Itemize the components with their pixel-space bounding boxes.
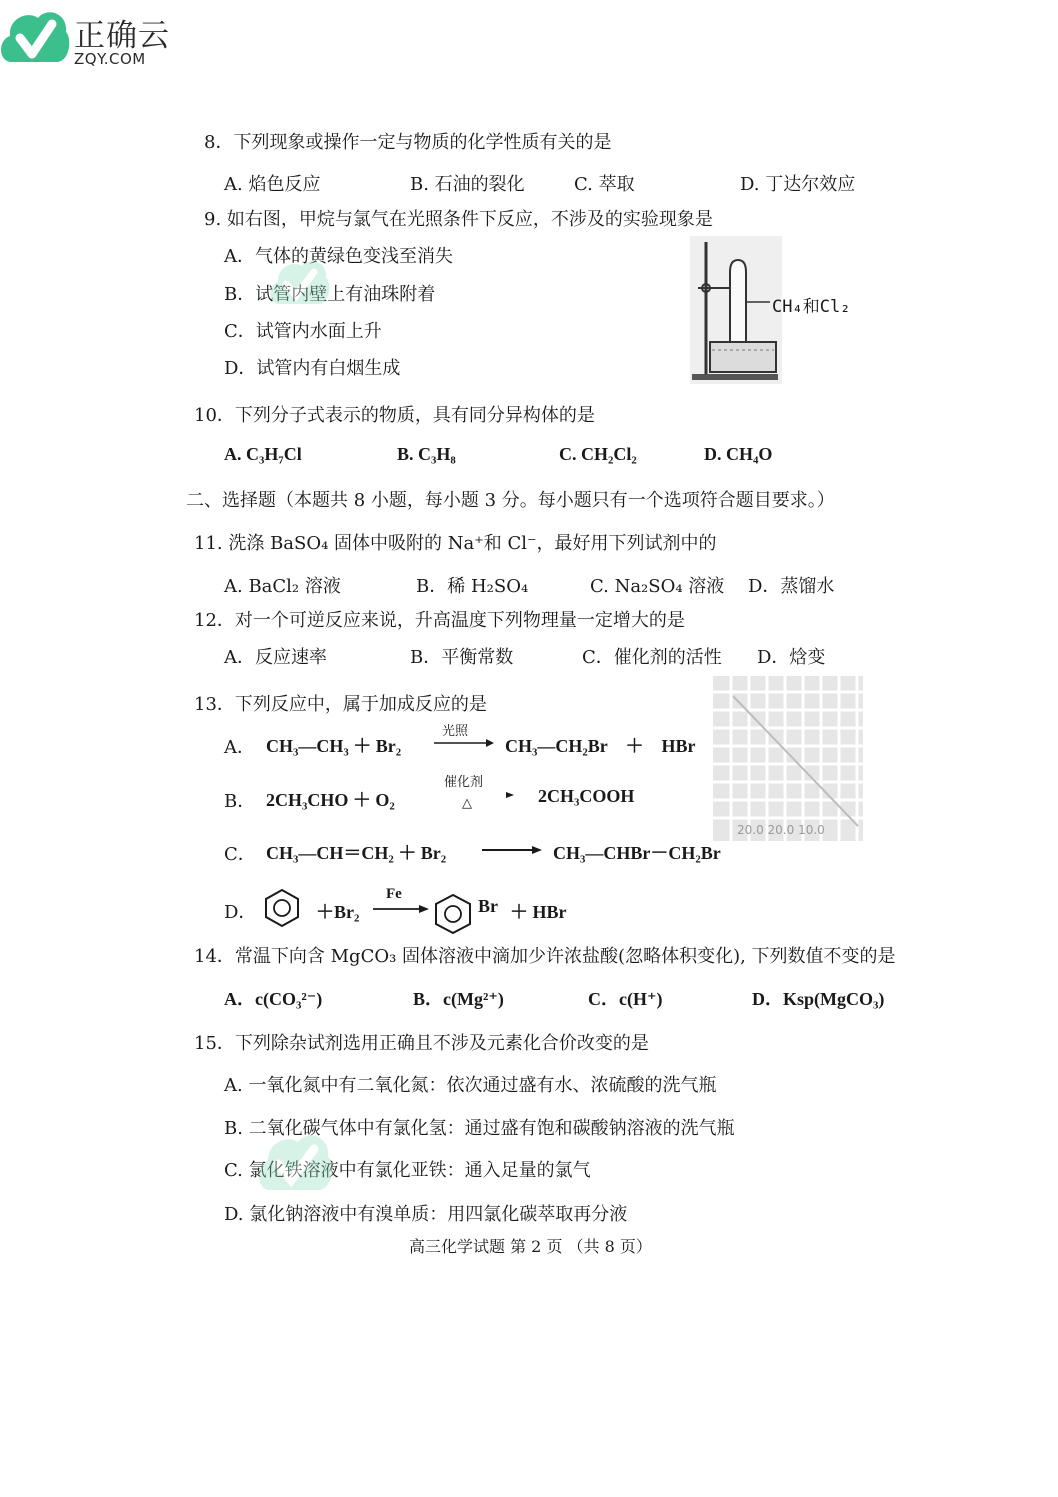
question-15-option-a: A. 一氧化氮中有二氧化氮：依次通过盛有水、浓硫酸的洗气瓶 bbox=[224, 1075, 717, 1096]
apparatus-label: CH₄和Cl₂ bbox=[772, 297, 851, 317]
question-8-option-b: B. 石油的裂化 bbox=[410, 174, 525, 195]
option-c-arrow-icon bbox=[482, 845, 542, 855]
option-a-products: CH₃—CH₂Br ＋ HBr bbox=[505, 736, 696, 756]
page-footer: 高三化学试题 第 2 页 （共 8 页） bbox=[409, 1237, 652, 1256]
option-c-letter: C． bbox=[224, 844, 256, 865]
option-b-condition-top: 催化剂 bbox=[444, 775, 484, 790]
question-15-option-b: B. 二氧化碳气体中有氯化氢：通过盛有饱和碳酸钠溶液的洗气瓶 bbox=[224, 1118, 735, 1139]
question-11-option-a: A. BaCl₂ 溶液 bbox=[224, 576, 341, 597]
question-15-option-d: D. 氯化钠溶液中有溴单质：用四氯化碳萃取再分液 bbox=[224, 1204, 628, 1225]
question-10-option-b: B. C₃H₈ bbox=[397, 444, 456, 464]
question-8-option-a: A. 焰色反应 bbox=[224, 174, 321, 195]
question-12-stem: 12．对一个可逆反应来说，升高温度下列物理量一定增大的是 bbox=[194, 610, 685, 631]
logo-name-cn: 正确云 bbox=[74, 18, 170, 54]
option-d-arrow-icon bbox=[373, 904, 429, 914]
question-14-option-d: D．Ksp(MgCO₃) bbox=[752, 989, 885, 1009]
option-d-br: Br bbox=[478, 896, 498, 916]
question-9-figure bbox=[690, 236, 870, 386]
question-14-stem: 14．常温下向含 MgCO₃ 固体溶液中滴加少许浓盐酸(忽略体积变化), 下列数值不变的是 bbox=[194, 946, 896, 967]
question-10-option-d: D. CH₄O bbox=[704, 444, 773, 464]
logo-cloud-check-icon bbox=[0, 2, 70, 78]
option-a-condition: 光照 bbox=[442, 724, 469, 739]
logo-name-en: ZQY.COM bbox=[74, 50, 146, 68]
question-15-stem: 15．下列除杂试剂选用正确且不涉及元素化合价改变的是 bbox=[194, 1033, 649, 1054]
question-9-option-c: C．试管内水面上升 bbox=[224, 321, 382, 342]
benzene-ring-icon bbox=[264, 888, 300, 928]
question-8-option-c: C. 萃取 bbox=[574, 174, 635, 195]
bromobenzene-ring-icon bbox=[434, 893, 472, 935]
option-b-letter: B． bbox=[224, 791, 256, 812]
question-13-stem: 13．下列反应中，属于加成反应的是 bbox=[194, 694, 487, 715]
option-d-condition: Fe bbox=[386, 886, 402, 902]
question-14-option-a: A．c(CO₃²⁻) bbox=[224, 989, 323, 1009]
question-11-stem: 11. 洗涤 BaSO₄ 固体中吸附的 Na⁺和 Cl⁻，最好用下列试剂中的 bbox=[194, 533, 717, 554]
question-8-option-d: D. 丁达尔效应 bbox=[740, 174, 856, 195]
option-b-condition-bottom: △ bbox=[462, 796, 472, 811]
grid-tick-labels: 20.0 20.0 10.0 bbox=[737, 823, 825, 837]
option-d-plus-hbr: ＋ HBr bbox=[510, 902, 567, 922]
question-9-option-b: B．试管内壁上有油珠附着 bbox=[224, 284, 436, 305]
option-a-reactants: CH₃—CH₃ ＋ Br₂ bbox=[266, 736, 402, 756]
question-10-option-a: A. C₃H₇Cl bbox=[224, 444, 302, 464]
question-14-option-c: C．c(H⁺) bbox=[588, 989, 663, 1009]
section-2-heading: 二、选择题（本题共 8 小题，每小题 3 分。每小题只有一个选项符合题目要求。） bbox=[186, 490, 835, 511]
option-d-plus-br2: ＋Br₂ bbox=[316, 902, 360, 922]
question-9-option-d: D．试管内有白烟生成 bbox=[224, 358, 401, 379]
option-b-products: 2CH₃COOH bbox=[538, 786, 635, 806]
question-14-option-b: B．c(Mg²⁺) bbox=[413, 989, 504, 1009]
apparatus-diagram bbox=[690, 236, 782, 384]
option-b-reactants: 2CH₃CHO ＋ O₂ bbox=[266, 790, 395, 810]
question-12-option-a: A．反应速率 bbox=[224, 647, 327, 668]
option-c-reactants: CH₃—CH＝CH₂ ＋ Br₂ bbox=[266, 843, 447, 863]
question-8-stem: 8．下列现象或操作一定与物质的化学性质有关的是 bbox=[204, 132, 612, 153]
question-10-stem: 10．下列分子式表示的物质，具有同分异构体的是 bbox=[194, 405, 595, 426]
question-9-option-a: A．气体的黄绿色变浅至消失 bbox=[224, 246, 453, 267]
logo bbox=[0, 0, 170, 80]
option-a-arrow-icon bbox=[434, 738, 494, 748]
question-9-stem: 9. 如右图，甲烷与氯气在光照条件下反应，不涉及的实验现象是 bbox=[204, 209, 713, 230]
question-11-option-d: D．蒸馏水 bbox=[748, 576, 835, 597]
option-c-products: CH₃—CHBr－CH₂Br bbox=[553, 843, 721, 863]
question-10-option-c: C. CH₂Cl₂ bbox=[559, 444, 637, 464]
question-12-option-d: D．焓变 bbox=[757, 647, 826, 668]
question-11-option-c: C. Na₂SO₄ 溶液 bbox=[590, 576, 725, 597]
question-12-option-c: C．催化剂的活性 bbox=[582, 647, 722, 668]
question-15-option-c: C. 氯化铁溶液中有氯化亚铁：通入足量的氯气 bbox=[224, 1160, 591, 1181]
option-b-arrow-icon bbox=[440, 790, 520, 800]
option-a-letter: A． bbox=[224, 737, 255, 758]
question-13-grid-image bbox=[713, 676, 863, 841]
grid-pattern bbox=[713, 676, 863, 841]
option-d-letter: D． bbox=[224, 902, 257, 923]
question-11-option-b: B．稀 H₂SO₄ bbox=[416, 576, 529, 597]
question-12-option-b: B．平衡常数 bbox=[410, 647, 514, 668]
